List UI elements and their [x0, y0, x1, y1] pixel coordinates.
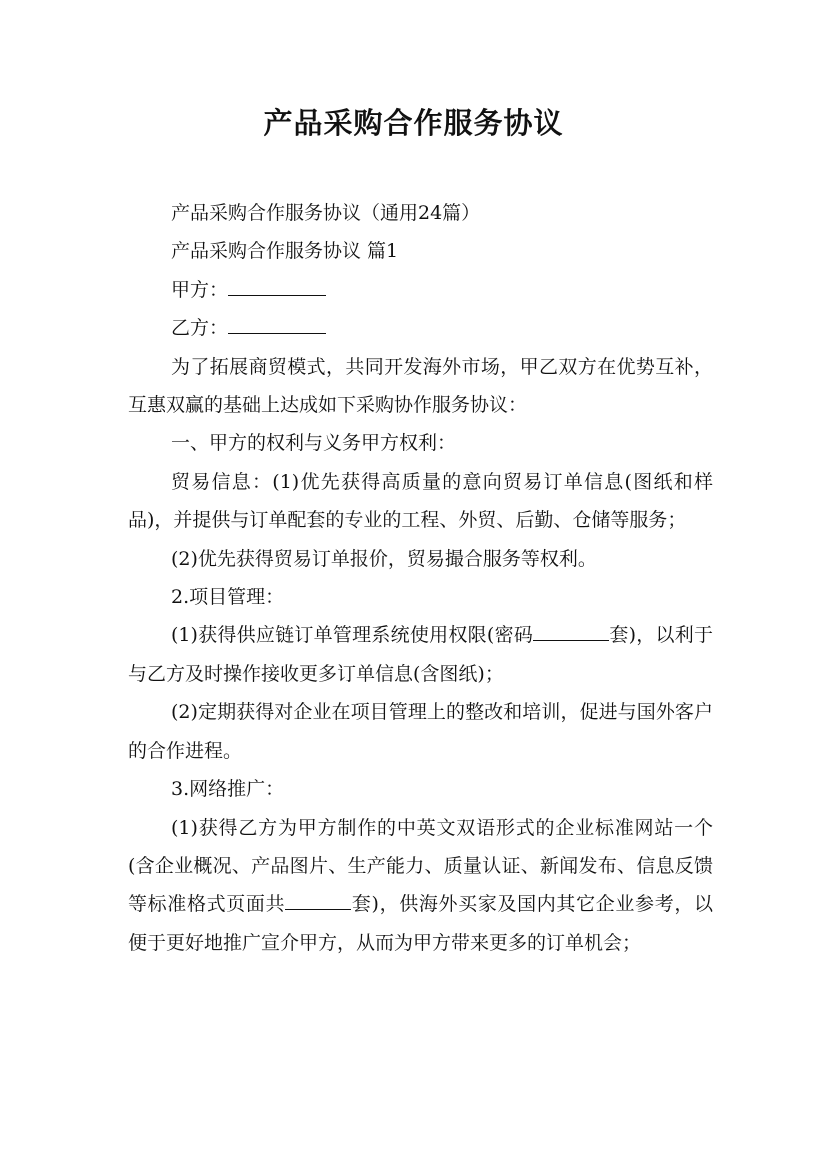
document-body: [128, 194, 713, 962]
document-subtitle: 产品采购合作服务协议（通用24篇）: [171, 202, 481, 224]
party-a-blank: [228, 273, 326, 296]
trade-info-paragraph: 贸易信息：(1)优先获得高质量的意向贸易订单信息(图纸和样品)，并提供与订单配套的专业的工程、外贸、后勤、仓储等服务；: [128, 470, 713, 532]
trade-quote-paragraph: (2)优先获得贸易订单报价，贸易撮合服务等权利。: [171, 547, 597, 570]
party-b-label: 乙方：: [171, 317, 229, 340]
party-a-label: 甲方：: [171, 278, 229, 301]
network-1-text-end: 套)，供海外买家及国内其它企业参考，以便于更好地推广宣介甲方，从而为甲方带来更多的订单机会；: [128, 893, 713, 954]
project-mgmt-2-paragraph: (2)定期获得对企业在项目管理上的整改和培训，促进与国外客户的合作进程。: [128, 701, 713, 762]
party-b-line: [128, 309, 713, 347]
party-b-blank: [228, 311, 326, 334]
network-1-text-start: (1)获得乙方为甲方制作的中英文双语形式的企业标准网站一个(含企业概况、产品图片、生产能力、质量认证、新闻发布、信息反馈等标准格式页面共: [128, 816, 713, 916]
network-1-paragraph: [128, 809, 713, 963]
page-count-blank: [285, 887, 351, 910]
project-mgmt-1-paragraph: [128, 616, 713, 693]
party-a-line: [128, 271, 713, 309]
network-heading: 3.网络推广：: [171, 778, 285, 801]
project-mgmt-1-text-end: 套)，以利于与乙方及时操作接收更多订单信息(含图纸)；: [128, 624, 713, 685]
clause-1-heading: 一、甲方的权利与义务甲方权利：: [171, 432, 457, 455]
document-title: 产品采购合作服务协议: [263, 106, 564, 140]
section-heading: 产品采购合作服务协议 篇1: [171, 240, 399, 263]
password-count-blank: [533, 618, 609, 641]
project-mgmt-heading: 2.项目管理：: [171, 586, 285, 609]
project-mgmt-1-text-start: (1)获得供应链订单管理系统使用权限(密码: [171, 624, 534, 647]
intro-paragraph: 为了拓展商贸模式，共同开发海外市场，甲乙双方在优势互补，互惠双赢的基础上达成如下采购协作服务协议：: [128, 355, 713, 417]
